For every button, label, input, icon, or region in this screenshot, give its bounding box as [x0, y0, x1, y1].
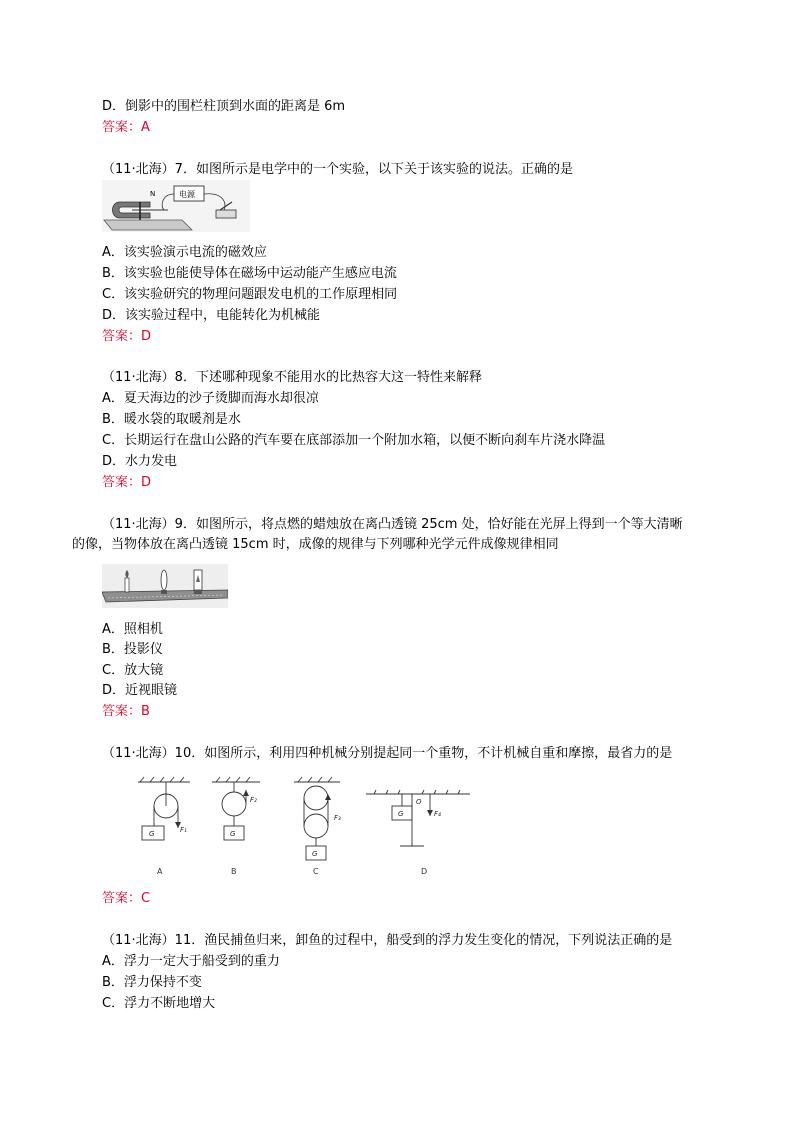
- q7-option-a: A．该实验演示电流的磁效应: [102, 245, 267, 260]
- q8-option-c: C．长期运行在盘山公路的汽车要在底部添加一个附加水箱，以便不断向刹车片浇水降温: [102, 433, 606, 448]
- q11-option-c: C．浮力不断地增大: [102, 996, 216, 1011]
- optical-bench-figure: [102, 564, 228, 608]
- q6-option-d: D．倒影中的围栏柱顶到水面的距离是 6m: [102, 99, 346, 114]
- q10-g-label-c: G: [312, 850, 318, 858]
- q6-answer: 答案：A: [102, 120, 150, 135]
- q7-power-label: 电源: [179, 190, 195, 199]
- q7-option-d: D．该实验过程中，电能转化为机械能: [102, 308, 321, 323]
- q10-f3-label: F₃: [334, 814, 341, 822]
- q10-stem: （11·北海）10．如图所示，利用四种机械分别提起同一个重物，不计机械自重和摩擦，最省力的是: [102, 746, 673, 761]
- q8-answer: 答案：D: [102, 475, 152, 490]
- electromagnet-experiment-figure: [102, 180, 250, 232]
- q9-option-d: D．近视眼镜: [102, 683, 178, 698]
- q7-answer: 答案：D: [102, 329, 152, 344]
- q10-o-label: O: [416, 798, 422, 806]
- q7-pole-label: N: [150, 190, 156, 198]
- q8-stem: （11·北海）8．下述哪种现象不能用水的比热容大这一特性来解释: [102, 370, 482, 385]
- q8-option-b: B．暖水袋的取暖剂是水: [102, 412, 241, 427]
- q10-f1-label: F₁: [180, 826, 187, 834]
- q10-f2-label: F₂: [250, 796, 257, 804]
- q10-f4-label: F₄: [434, 810, 441, 818]
- q9-stem-line1: （11·北海）9．如图所示，将点燃的蜡烛放在离凸透镜 25cm 处，恰好能在光屏上得到一个等大清晰: [102, 517, 683, 532]
- q8-option-a: A．夏天海边的沙子烫脚而海水却很凉: [102, 391, 319, 406]
- q10-caption-d: D: [421, 867, 428, 876]
- q7-stem: （11·北海）7．如图所示是电学中的一个实验，以下关于该实验的说法。正确的是: [102, 162, 573, 177]
- q11-stem: （11·北海）11．渔民捕鱼归来，卸鱼的过程中，船受到的浮力发生变化的情况，下列说法正确的是: [102, 933, 673, 948]
- q10-answer: 答案：C: [102, 891, 151, 906]
- q7-option-b: B．该实验也能使导体在磁场中运动能产生感应电流: [102, 266, 397, 281]
- q11-option-a: A．浮力一定大于船受到的重力: [102, 954, 280, 969]
- q7-option-c: C．该实验研究的物理问题跟发电机的工作原理相同: [102, 287, 398, 302]
- q10-caption-a: A: [157, 867, 163, 876]
- q8-option-d: D．水力发电: [102, 454, 178, 469]
- q10-g-label-b: G: [230, 830, 236, 838]
- q9-answer: 答案：B: [102, 704, 150, 719]
- q9-option-a: A．照相机: [102, 622, 163, 637]
- q11-option-b: B．浮力保持不变: [102, 975, 202, 990]
- q9-option-c: C．放大镜: [102, 663, 164, 678]
- q9-option-b: B．投影仪: [102, 642, 163, 657]
- q10-g-label-a: G: [149, 830, 155, 838]
- q10-g-label-d: G: [398, 810, 404, 818]
- q10-caption-b: B: [231, 867, 237, 876]
- q9-stem-line2: 的像，当物体放在离凸透镜 15cm 时，成像的规律与下列哪种光学元件成像规律相同: [72, 537, 559, 552]
- q10-caption-c: C: [313, 867, 319, 876]
- pulley-lever-figure: [130, 776, 480, 878]
